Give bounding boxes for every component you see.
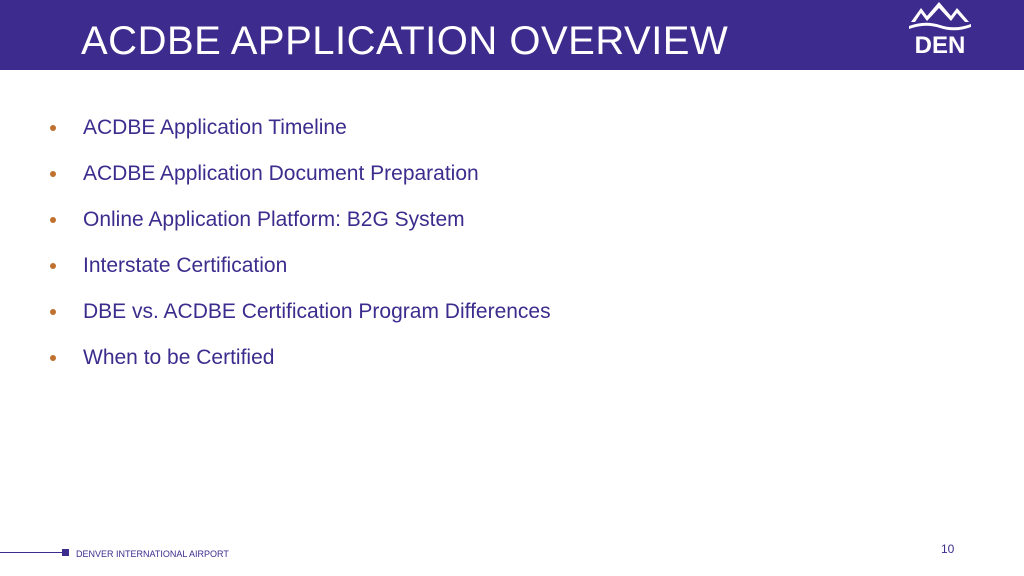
bullet-icon — [50, 171, 56, 177]
list-item-label: ACDBE Application Document Preparation — [83, 162, 479, 185]
bullet-icon — [50, 125, 56, 131]
den-logo — [905, 0, 975, 60]
bullet-icon — [50, 355, 56, 361]
logo-text: DEN — [914, 32, 966, 59]
footer-divider — [0, 552, 63, 553]
footer-organization: DENVER INTERNATIONAL AIRPORT — [76, 549, 229, 559]
bullet-icon — [50, 309, 56, 315]
list-item-label: When to be Certified — [83, 346, 275, 369]
header-bar — [0, 0, 1024, 70]
list-item-label: DBE vs. ACDBE Certification Program Differences — [83, 300, 551, 323]
list-item-label: ACDBE Application Timeline — [83, 116, 347, 139]
bullet-icon — [50, 217, 56, 223]
page-title: ACDBE APPLICATION OVERVIEW — [81, 19, 729, 63]
bullet-icon — [50, 263, 56, 269]
page-number: 10 — [941, 542, 955, 556]
footer-square-icon — [62, 549, 69, 556]
list-item-label: Online Application Platform: B2G System — [83, 208, 465, 231]
list-item-label: Interstate Certification — [83, 254, 288, 277]
